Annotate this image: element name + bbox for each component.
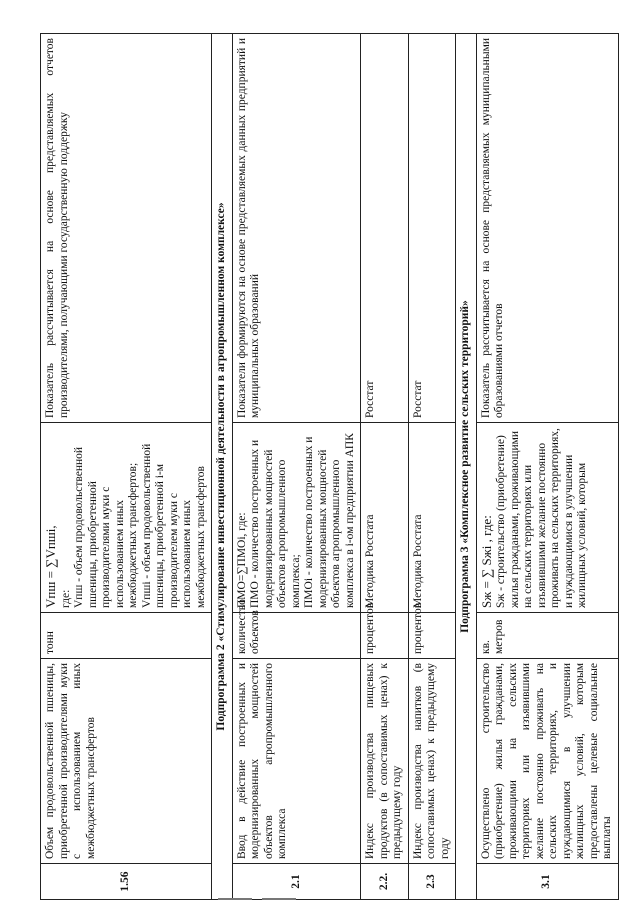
indicator-name: Индекс производства напитков (в сопоставимых ценах) к предыдущему году	[408, 659, 456, 864]
source: Росстат	[361, 34, 409, 423]
indicator-table	[40, 33, 619, 900]
formula-where: где:	[59, 589, 72, 608]
indicator-name: Объем продовольственной пшеницы, приобретенной производителями муки с использованием иных межбюджетных трансфертов	[41, 659, 212, 864]
formula: Методика Росстата	[361, 423, 409, 613]
formula-description: Vпш - объем продовольственной пшеницы, приобретенной производителями муки с использованием иных межбюджетных трансфертов; Vпшi - объем продовольственной пшеницы, приобретенной i-м производителем муки с использованием иных межбюджетных трансфертов	[73, 443, 207, 608]
subprogram-3-title: Подпрограмма 3 «Комплексное развитие сельских территорий»	[456, 34, 477, 900]
table-row	[408, 34, 456, 900]
formula: Sж = ∑ Sжi , где:	[478, 515, 494, 608]
source: Показатели формируются на основе представляемых данных предприятий и муниципальных образований	[232, 34, 361, 423]
formula-cell	[476, 423, 618, 613]
scan-mark	[218, 898, 252, 900]
row-number: 2.1	[232, 864, 361, 900]
unit: процентов	[361, 613, 409, 659]
table-row	[361, 34, 409, 900]
unit: тонн	[41, 613, 212, 659]
subprogram-heading	[456, 34, 477, 900]
row-number: 2.3	[408, 864, 456, 900]
row-number: 3.1	[476, 864, 618, 900]
table-row	[476, 34, 618, 900]
source: Показатель рассчитывается на основе представляемых муниципальными образованиями отчетов	[476, 34, 618, 423]
formula: Vпш = ∑Vпшi,	[43, 525, 58, 608]
indicator-name: Ввод в действие построенных и модернизированных мощностей объектов агропромышленного комплекса	[232, 659, 361, 864]
subprogram-2-title: Подпрограмма 2 «Стимулирование инвестиционной деятельности в агропромышленном комплексе»	[212, 34, 233, 900]
source: Показатель рассчитывается на основе представляемых отчетов производителями, получающими государственную поддержку	[41, 34, 212, 423]
scan-mark	[262, 898, 296, 900]
indicator-name: Индекс производства пищевых продуктов (в сопоставимых ценах) к предыдущему году	[361, 659, 409, 864]
unit: количество объектов	[232, 613, 361, 659]
row-number: 2.2.	[361, 864, 409, 900]
table-row	[41, 34, 212, 900]
formula: Методика Росстата	[408, 423, 456, 613]
rotated-page	[40, 33, 613, 900]
unit: процентов	[408, 613, 456, 659]
subprogram-heading	[212, 34, 233, 900]
table-row	[232, 34, 361, 900]
formula-cell	[41, 423, 212, 613]
indicator-name: Осуществлено строительство (приобретение) жилья гражданами, проживающими на сельских территориях или изъявившими желание постоянно проживать на сельских территориях, и нуждающимися в улучшении жилищных условий, которым предоставлены целевые социальные выплаты	[476, 659, 618, 864]
formula-description: Sж - строительство (приобретение) жилья гражданами, проживающими на сельских территориях или изъявившими желание постоянно проживать на сельских территориях, и нуждающимися в улучшении жилищных условий, которым	[495, 428, 588, 608]
source: Росстат	[408, 34, 456, 423]
unit: кв. метров	[476, 613, 618, 659]
row-number: 1.56	[41, 864, 212, 900]
formula: ПМО=∑ПМОi, где: ПМО - количество построенных и модернизированных мощностей объектов агропромышленного комплекса; ПМОi - количество построенных и модернизированных мощностей объектов агропромышленного комплекса в i-ом предприятии АПК	[232, 423, 361, 613]
